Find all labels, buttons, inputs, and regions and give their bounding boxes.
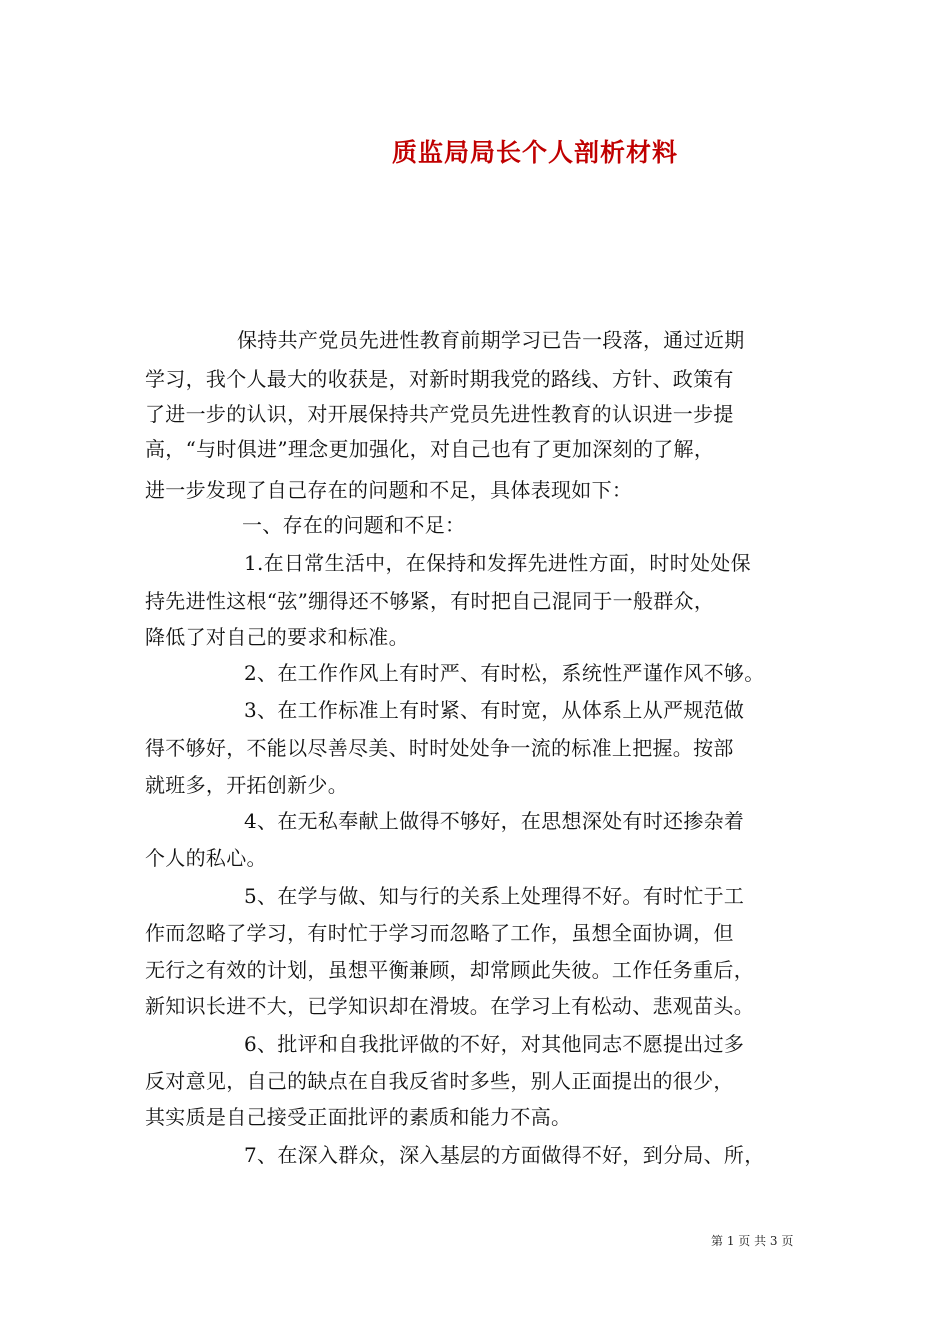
paragraph-line: 2、在工作作风上有时严、有时松，系统性严谨作风不够。 [244,661,765,685]
paragraph-line: 作而忽略了学习，有时忙于学习而忽略了工作，虽想全面协调，但 [145,921,734,945]
paragraph-line: 5、在学与做、知与行的关系上处理得不好。有时忙于工 [244,884,745,908]
document-title: 质监局局长个人剖析材料 [391,138,678,167]
paragraph-line: 降低了对自己的要求和标准。 [145,625,409,649]
section-heading: 一、存在的问题和不足： [242,513,466,537]
paragraph-line: 7、在深入群众，深入基层的方面做得不好，到分局、所， [244,1143,765,1167]
paragraph-line: 4、在无私奉献上做得不够好，在思想深处有时还掺杂着 [244,809,745,833]
paragraph-line: 3、在工作标准上有时紧、有时宽，从体系上从严规范做 [244,698,745,722]
paragraph-line: 进一步发现了自己存在的问题和不足，具体表现如下： [145,478,633,502]
paragraph-line: 了进一步的认识，对开展保持共产党员先进性教育的认识进一步提 [145,402,734,426]
paragraph-line: 持先进性这根“弦”绷得还不够紧，有时把自己混同于一般群众， [145,589,715,613]
paragraph-line: 6、批评和自我批评做的不好，对其他同志不愿提出过多 [244,1032,745,1056]
paragraph-line: 1.在日常生活中，在保持和发挥先进性方面，时时处处保 [244,551,751,575]
paragraph-line: 无行之有效的计划，虽想平衡兼顾，却常顾此失彼。工作任务重后， [145,958,754,982]
page-footer: 第 1 页 共 3 页 [711,1234,794,1248]
paragraph-line: 保持共产党员先进性教育前期学习已告一段落，通过近期 [237,328,745,352]
paragraph-line: 得不够好，不能以尽善尽美、时时处处争一流的标准上把握。按部 [145,736,734,760]
paragraph-line: 反对意见，自己的缺点在自我反省时多些，别人正面提出的很少， [145,1069,734,1093]
paragraph-line: 其实质是自己接受正面批评的素质和能力不高。 [145,1105,572,1129]
paragraph-line: 学习，我个人最大的收获是，对新时期我党的路线、方针、政策有 [145,367,734,391]
paragraph-line: 高，“与时俱进”理念更加强化，对自己也有了更加深刻的了解， [145,437,715,461]
paragraph-line: 新知识长进不大，已学知识却在滑坡。在学习上有松动、悲观苗头。 [145,994,754,1018]
paragraph-line: 就班多，开拓创新少。 [145,773,348,797]
paragraph-line: 个人的私心。 [145,846,267,870]
